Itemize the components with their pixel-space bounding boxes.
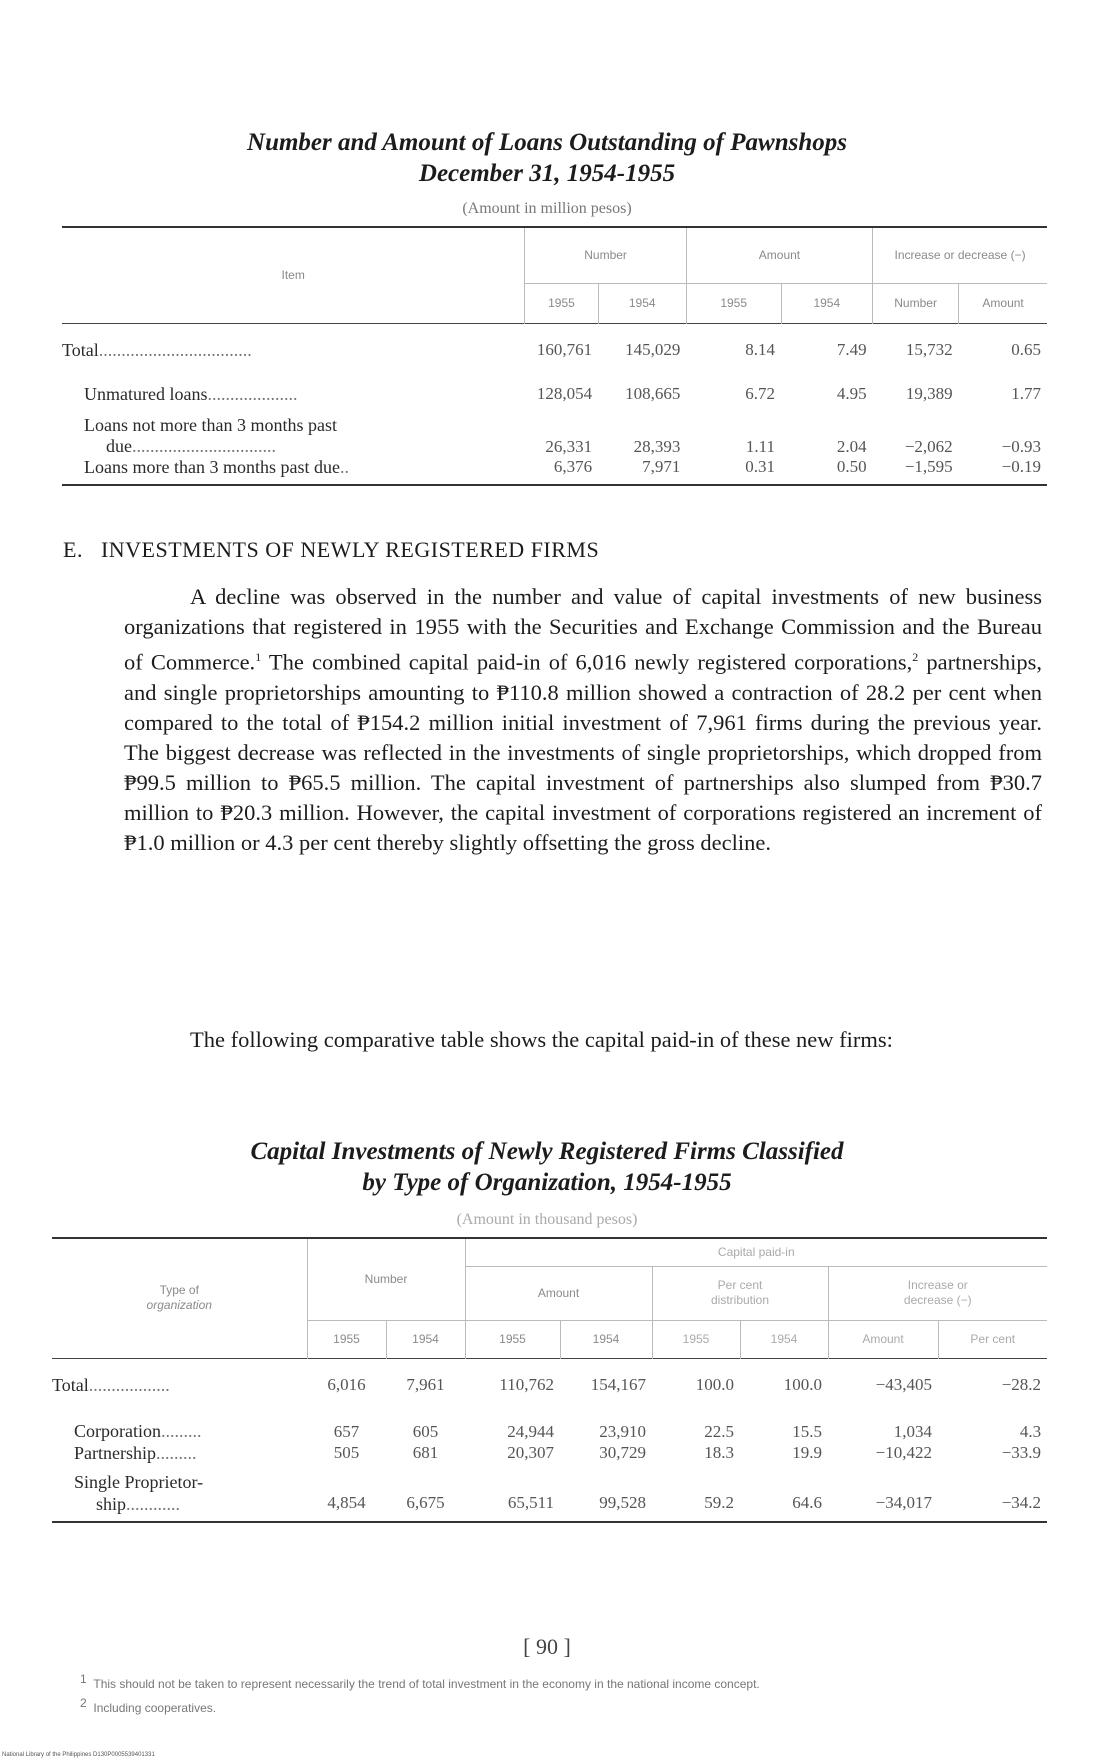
cell: 7.49 xyxy=(836,340,867,360)
table2-header-change-amount: Amount xyxy=(828,1320,938,1358)
cell: 657 xyxy=(333,1422,360,1441)
table1-header-change: Increase or decrease (−) xyxy=(873,227,1047,283)
cell: −28.2 xyxy=(1001,1375,1042,1395)
cell: −0.93 xyxy=(1001,437,1041,456)
table2-header-number-1954: 1954 xyxy=(386,1320,465,1358)
table-row xyxy=(62,411,1047,457)
cell: 59.2 xyxy=(704,1493,734,1512)
cell: −43,405 xyxy=(875,1375,932,1395)
table2-header-amount-1954: 1954 xyxy=(560,1320,652,1358)
section-heading: E. INVESTMENTS OF NEWLY REGISTERED FIRMS xyxy=(63,537,600,562)
table2-header-percent-1954: 1954 xyxy=(740,1320,828,1358)
table2-header-amount: Amount xyxy=(465,1266,652,1320)
row-label: Total.................. xyxy=(52,1374,170,1395)
cell: 65,511 xyxy=(507,1493,554,1512)
cell: 145,029 xyxy=(625,340,681,360)
paragraph-2: The following comparative table shows the capital paid-in of these new firms: xyxy=(190,1027,893,1052)
table1-header-item: Item xyxy=(281,267,305,282)
cell: 1.11 xyxy=(745,437,776,456)
cell: 8.14 xyxy=(745,340,776,360)
cell: −34,017 xyxy=(875,1493,932,1512)
cell: 1,034 xyxy=(893,1422,932,1441)
cell: 6,675 xyxy=(406,1493,445,1512)
row-label: Loans more than 3 months past due.. xyxy=(84,457,349,477)
footnotes xyxy=(80,1672,1040,1716)
cell: 23,910 xyxy=(599,1422,646,1441)
row-label: Corporation......... xyxy=(74,1421,202,1441)
cell: −2,062 xyxy=(904,437,953,456)
table-row xyxy=(62,457,1047,485)
table1-header-amount-1954: 1954 xyxy=(781,283,873,323)
table2-header-amount-1955: 1955 xyxy=(465,1320,560,1358)
table2-header-number: Number xyxy=(307,1238,465,1320)
cell: 2.04 xyxy=(836,437,867,456)
table2-header-percent: Per cent distribution xyxy=(652,1266,828,1320)
cell: 110,762 xyxy=(499,1375,554,1395)
table1-header-number-1955: 1955 xyxy=(525,283,598,323)
cell: 19.9 xyxy=(792,1443,822,1462)
paragraph-1: A decline was observed in the number and value of capital investments of new business organizations that registered in 1955 with the Securities and Exchange Commission and the Bureau of Commerce.$^1$ The combined capital paid-in of 6,016 newly registered corporations,$^2$ partnerships, and single proprietorships amounting to ₱110.8 million showed a contraction of 28.2 per cent when compared to the total of ₱154.2 million initial investment of 7,961 firms during the previous year. The biggest decrease was reflected in the investments of single proprietorships, which dropped from ₱99.5 million to ₱65.5 million. The capital investment of partnerships also slumped from ₱30.7 million to ₱20.3 million. However, the capital investment of corporations registered an increment of ₱1.0 million or 4.3 per cent thereby slightly offsetting the gross decline. xyxy=(124,584,1042,855)
scan-credit: National Library of the Philippines D130P0005539401331 xyxy=(2,1752,155,1758)
row-label: Single Proprietor- ship............ xyxy=(74,1471,204,1514)
cell: 6,016 xyxy=(327,1375,366,1395)
table1-title: Number and Amount of Loans Outstanding of Pawnshops December 31, 1954-1955 xyxy=(247,129,847,187)
table-row xyxy=(52,1358,1047,1412)
footnote-2: $^2$ Including cooperatives. xyxy=(80,1696,217,1715)
cell: 6.72 xyxy=(745,384,776,403)
cell: 4,854 xyxy=(327,1493,366,1512)
row-label: Loans not more than 3 months past due................................ xyxy=(84,415,337,456)
table2-header-type: Type of organization xyxy=(146,1283,212,1313)
cell: 100.0 xyxy=(695,1375,734,1395)
cell: 100.0 xyxy=(783,1375,822,1395)
cell: 108,665 xyxy=(625,384,681,403)
footnote-1: $^1$ This should not be taken to represent necessarily the trend of total investment in the economy in the national income concept. xyxy=(80,1672,760,1691)
cell: 7,971 xyxy=(642,457,681,476)
cell: 6,376 xyxy=(553,457,593,476)
cell: 4.95 xyxy=(836,384,867,403)
table1-header-change-number: Number xyxy=(873,283,959,323)
cell: 0.31 xyxy=(745,457,776,476)
table1-header-amount-1955: 1955 xyxy=(686,283,781,323)
table-row xyxy=(52,1412,1047,1442)
cell: −10,422 xyxy=(875,1443,932,1462)
cell: 7,961 xyxy=(406,1375,445,1395)
cell: 20,307 xyxy=(507,1443,554,1462)
table-row xyxy=(62,377,1047,411)
table1-header-number: Number xyxy=(525,227,686,283)
cell: −33.9 xyxy=(1001,1443,1042,1462)
row-label: Unmatured loans.................... xyxy=(84,383,298,404)
cell: 28,393 xyxy=(633,437,681,456)
cell: −1,595 xyxy=(904,457,953,476)
cell: 0.50 xyxy=(836,457,867,476)
cell: 681 xyxy=(412,1443,439,1462)
cell: 0.65 xyxy=(1011,340,1041,360)
cell: 128,054 xyxy=(536,384,593,403)
table2-title: Capital Investments of Newly Registered Firms Classified by Type of Organization, 1954-1955 xyxy=(250,1138,844,1196)
cell: 1.77 xyxy=(1011,384,1041,403)
cell: 154,167 xyxy=(590,1375,646,1395)
table2-header-change: Increase or decrease (−) xyxy=(828,1266,1047,1320)
cell: 4.3 xyxy=(1019,1422,1042,1441)
table2-header-percent-1955: 1955 xyxy=(652,1320,740,1358)
cell: 15.5 xyxy=(792,1422,822,1441)
row-label: Total.................................. xyxy=(62,339,252,360)
cell: 605 xyxy=(412,1422,439,1441)
cell: 99,528 xyxy=(599,1493,646,1512)
table2-header-change-percent: Per cent xyxy=(938,1320,1047,1358)
cell: 30,729 xyxy=(599,1443,646,1462)
table2 xyxy=(52,1237,1047,1523)
cell: 18.3 xyxy=(704,1443,734,1462)
cell: 505 xyxy=(333,1443,360,1462)
table1 xyxy=(62,226,1047,486)
table1-header-number-1954: 1954 xyxy=(598,283,686,323)
cell: 19,389 xyxy=(905,384,953,403)
page-number: [ 90 ] xyxy=(523,1634,571,1659)
row-label: Partnership......... xyxy=(74,1442,197,1463)
cell: −34.2 xyxy=(1001,1493,1042,1512)
table1-header-amount: Amount xyxy=(686,227,872,283)
cell: 24,944 xyxy=(507,1422,554,1441)
cell: −0.19 xyxy=(1001,457,1041,476)
cell: 26,331 xyxy=(545,437,593,456)
table2-header-number-1955: 1955 xyxy=(307,1320,386,1358)
table-row xyxy=(62,323,1047,377)
cell: 15,732 xyxy=(905,340,953,360)
table2-header-capital: Capital paid-in xyxy=(465,1238,1047,1266)
cell: 64.6 xyxy=(792,1493,822,1512)
cell: 160,761 xyxy=(536,340,593,360)
cell: 22.5 xyxy=(704,1422,734,1441)
table1-header-change-amount: Amount xyxy=(959,283,1047,323)
table2-subtitle: (Amount in thousand pesos) xyxy=(456,1211,638,1228)
table-row xyxy=(52,1442,1047,1464)
table-row xyxy=(52,1464,1047,1522)
table1-subtitle: (Amount in million pesos) xyxy=(462,200,632,217)
